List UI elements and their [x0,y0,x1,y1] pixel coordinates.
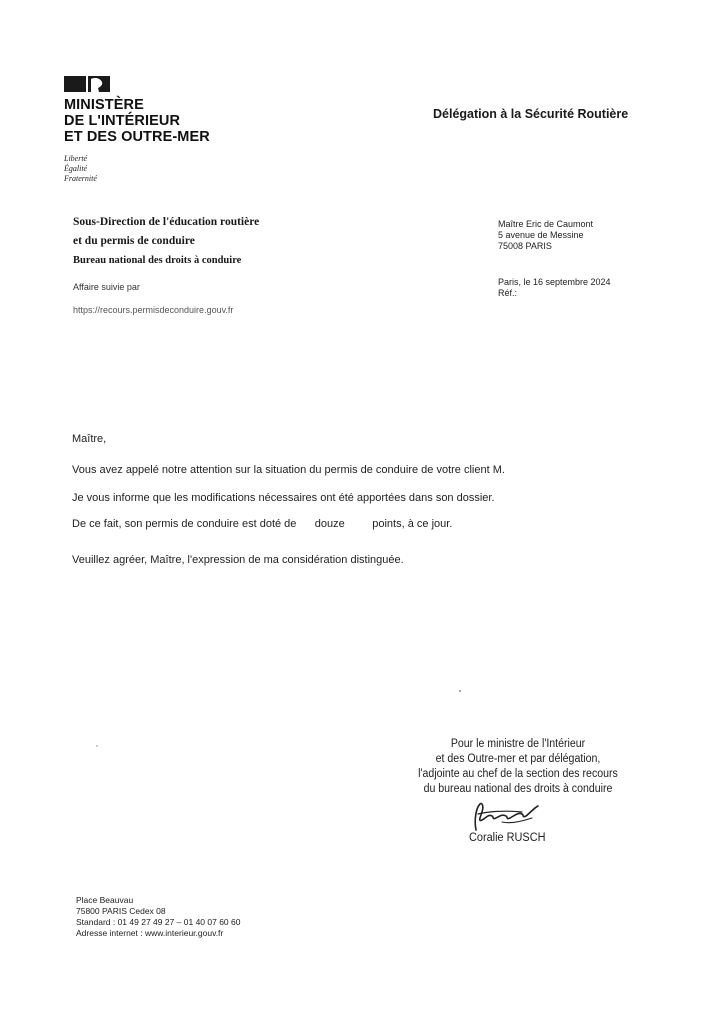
signature-line: et des Outre-mer et par délégation, [435,753,601,765]
sender-line: Sous-Direction de l'éducation routière [73,216,260,228]
footer-website: Adresse internet : www.interieur.gouv.fr [76,928,224,938]
points-text-before: De ce fait, son permis de conduire est doté de [72,518,297,530]
delegation-title: Délégation à la Sécurité Routière [433,107,629,121]
scan-speck [459,690,461,692]
ministry-line: DE L'INTÉRIEUR [64,113,181,129]
body-paragraph: Je vous informe que les modifications nécessaires ont été apportées dans son dossier. [72,492,495,504]
recipient-street: 5 avenue de Messine [498,230,584,240]
reference-label: Réf.: [498,288,518,298]
republic-motto [64,154,97,184]
ministry-name [64,97,210,145]
dateline [498,277,611,299]
sender-department [73,213,259,270]
footer-line: 75800 PARIS Cedex 08 [76,906,166,916]
letter-date: Paris, le 16 septembre 2024 [498,277,611,287]
marianne-logo-icon [64,76,110,92]
motto-line: Fraternité [64,174,97,183]
scan-speck [96,745,98,747]
points-count: douze [314,518,345,530]
footer-phone: Standard : 01 49 27 49 27 – 01 40 07 60 60 [76,917,241,927]
recipient-name: Maître Eric de Caumont [498,219,594,229]
footer-address [76,895,240,939]
ministry-line: ET DES OUTRE-MER [64,129,210,145]
sender-bureau: Bureau national des droits à conduire [73,255,242,266]
salutation: Maître, [72,433,107,445]
motto-line: Liberté [64,154,88,163]
recipient-address [498,219,593,252]
points-text-after: points, à ce jour. [372,518,453,530]
points-paragraph [72,518,452,530]
signature-block [398,737,637,797]
signature-line: du bureau national des droits à conduire [423,783,613,795]
ministry-line: MINISTÈRE [64,97,144,113]
signature-line: l'adjointe au chef de la section des recours [418,768,618,780]
closing-formula: Veuillez agréer, Maître, l'expression de ma considération distinguée. [72,554,404,566]
motto-line: Égalité [64,164,88,173]
recipient-city: 75008 PARIS [498,241,552,251]
followed-by-label: Affaire suivie par [73,282,140,292]
footer-line: Place Beauvau [76,895,134,905]
signature-line: Pour le ministre de l'Intérieur [450,738,586,750]
signatory-name: Coralie RUSCH [469,832,546,844]
handwritten-signature-icon [472,800,542,834]
sender-line: et du permis de conduire [73,235,195,247]
body-paragraph: Vous avez appelé notre attention sur la situation du permis de conduire de votre client M. [72,464,505,476]
recours-url: https://recours.permisdeconduire.gouv.fr [73,305,234,315]
